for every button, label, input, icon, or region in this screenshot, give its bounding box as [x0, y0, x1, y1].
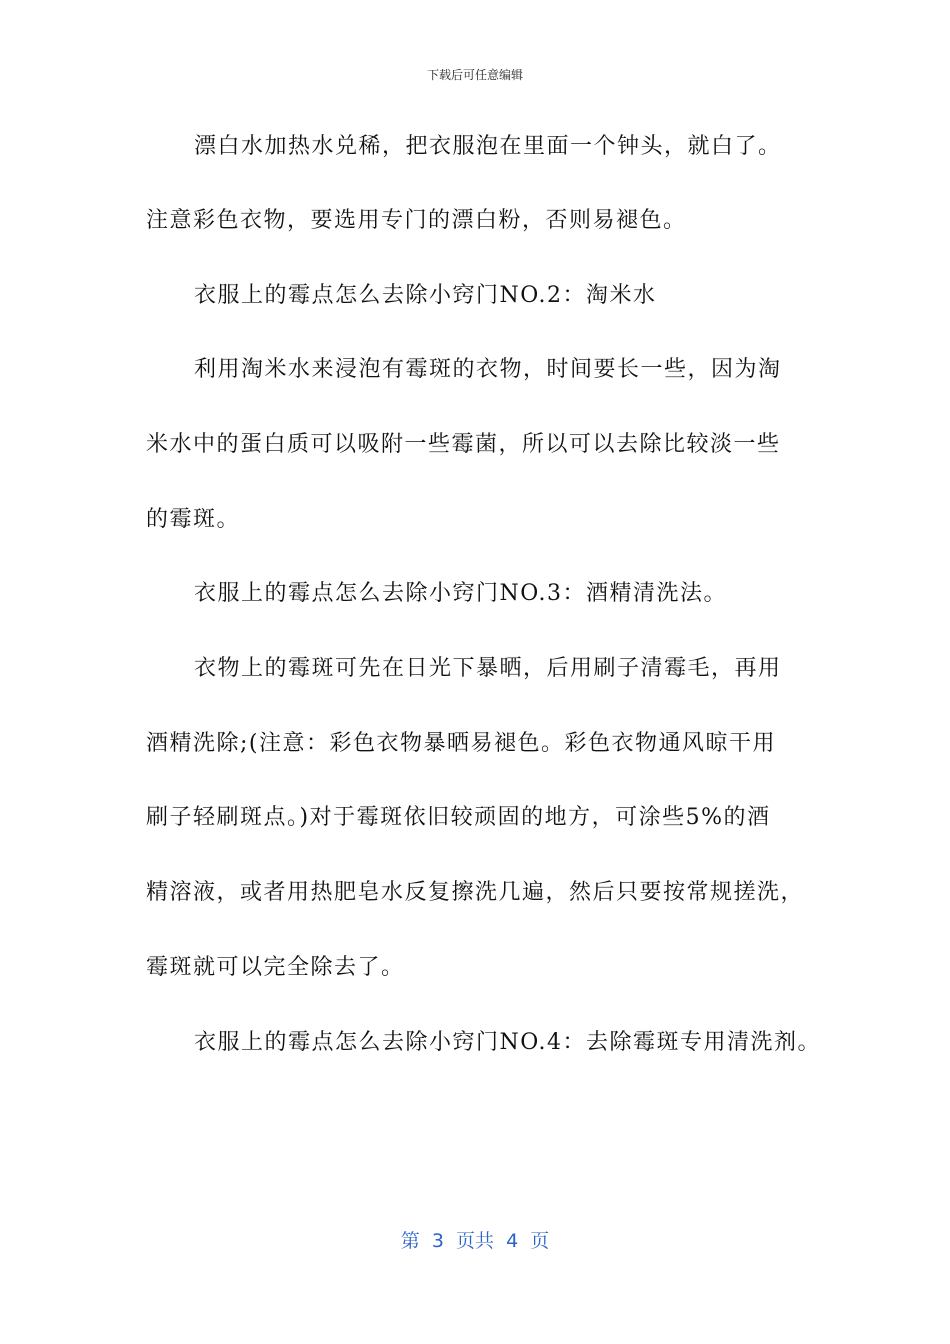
paragraph-line: 霉斑就可以完全除去了。: [146, 955, 405, 980]
paragraph-line: 刷子轻刷斑点。)对于霉斑依旧较顽固的地方，可涂些5%的酒: [146, 805, 771, 830]
section-heading-line: 衣服上的霉点怎么去除小窍门NO.3：酒精清洗法。: [194, 581, 727, 606]
paragraph-line: 米水中的蛋白质可以吸附一些霉菌，所以可以去除比较淡一些: [146, 432, 781, 457]
paragraph-line: 的霉斑。: [146, 507, 241, 532]
page-number-footer: 第 3 页共 4 页: [400, 1230, 550, 1252]
section-heading-line: 衣服上的霉点怎么去除小窍门NO.4：去除霉斑专用清洗剂。: [194, 1030, 821, 1055]
paragraph-line: 漂白水加热水兑稀，把衣服泡在里面一个钟头，就白了。: [194, 134, 782, 159]
paragraph-line: 酒精洗除;(注意：彩色衣物暴晒易褪色。彩色衣物通风晾干用: [146, 731, 776, 756]
paragraph-line: 精溶液，或者用热肥皂水反复擦洗几遍，然后只要按常规搓洗，: [146, 880, 805, 905]
paragraph-line: 注意彩色衣物，要选用专门的漂白粉，否则易褪色。: [146, 208, 687, 233]
paragraph-line: 利用淘米水来浸泡有霉斑的衣物，时间要长一些，因为淘: [194, 357, 782, 382]
paragraph-line: 衣物上的霉斑可先在日光下暴晒，后用刷子清霉毛，再用: [194, 656, 782, 681]
section-heading-line: 衣服上的霉点怎么去除小窍门NO.2：淘米水: [194, 283, 657, 308]
page-header: 下载后可任意编辑: [426, 68, 523, 82]
